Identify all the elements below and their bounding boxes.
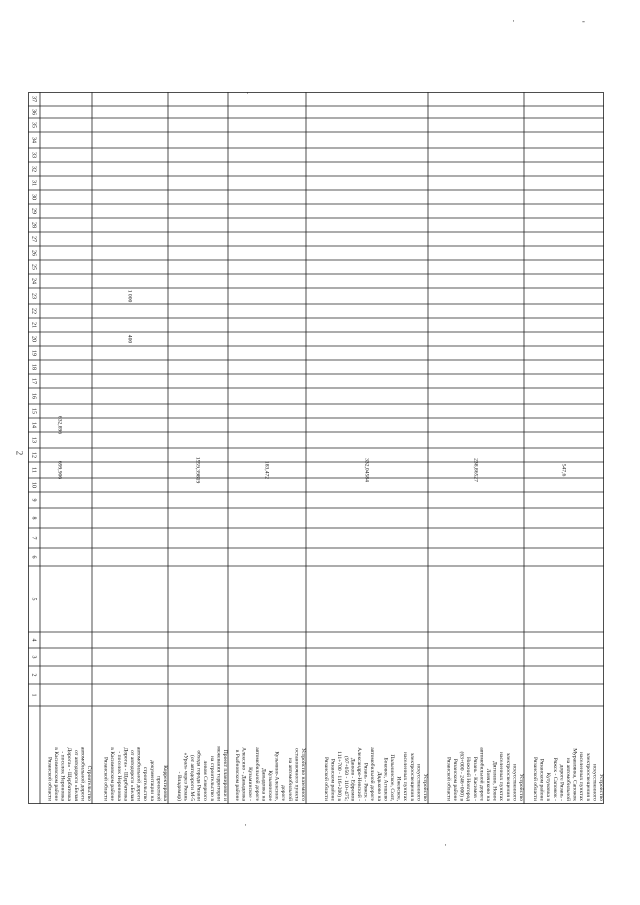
column-number: 33 — [30, 152, 37, 158]
column-number: 17 — [30, 378, 37, 384]
row-name-line: автомобильной дороге — [369, 747, 376, 801]
column-number: 32 — [30, 166, 37, 172]
row-name-line: Ловчиково на — [485, 768, 491, 801]
row-name-line: Рязанской области — [445, 757, 452, 801]
row-name-line: Данков - Ефремов — [349, 757, 356, 801]
row-name-line: дороге — [280, 785, 287, 801]
rotated-table — [28, 92, 604, 804]
column-number: 22 — [30, 308, 37, 314]
column-number: 1 — [30, 693, 37, 697]
row-name-line: искусственного — [591, 763, 598, 801]
column-number: 10 — [30, 482, 37, 488]
column-number: 18 — [30, 364, 37, 370]
row-name-line: Нижний Новгород — [465, 757, 472, 801]
row-name-line: Давыдовка на — [260, 768, 267, 801]
column-number: 12 — [30, 452, 37, 458]
row-name — [46, 747, 92, 802]
row-name-line: межевания территории — [215, 746, 222, 801]
row-name-line: Рязанской области — [323, 757, 329, 801]
row-name-line: Ижевское, — [395, 776, 402, 801]
column-number: 37 — [30, 96, 37, 102]
row-name-line: населенных пунктах — [402, 752, 409, 801]
row-name-line: на автомобильной — [565, 757, 571, 801]
row-name-line: автомобильной дороги — [135, 746, 142, 801]
row-name-line: Кузьминское — [267, 770, 273, 801]
row-name-line: Дягилево, Новое — [491, 761, 498, 801]
row-name — [176, 746, 228, 801]
column-number: 27 — [30, 236, 37, 242]
row-name-line: Рязанской области — [102, 757, 109, 801]
column-number: 19 — [30, 350, 37, 356]
row-name-line: документации на — [148, 760, 155, 801]
row-name-line: искусственного — [415, 763, 422, 801]
row-name-line: на строительство в — [208, 755, 215, 801]
row-name-line: Кузьмино-Алексино, — [273, 751, 280, 801]
row-name-line: обхода города Рязани — [195, 750, 202, 801]
column-number: 29 — [30, 208, 37, 214]
row-name-line: дороге Рязань - — [558, 764, 565, 801]
row-name-line: электроосвещения в — [584, 752, 591, 801]
row-name — [103, 747, 168, 802]
row-name-line: Устройство наземного — [300, 747, 306, 801]
row-name-line: автомобильной дороге — [253, 747, 260, 801]
column-number: 30 — [30, 194, 37, 200]
row-name — [532, 748, 604, 801]
row-name-line: в Касимовском районе — [53, 747, 59, 801]
column-number: 20 — [30, 336, 37, 342]
row-name-line: населенных пунктах — [578, 752, 585, 801]
row-name-line: остановочного пункта — [293, 748, 300, 801]
column-number: 34 — [30, 137, 37, 143]
row-name-line: Александро-Невский - — [356, 747, 362, 801]
cell-value: 699,906 — [56, 460, 63, 480]
column-number: 23 — [30, 293, 37, 299]
row-name-line: Рязанском районе — [452, 758, 458, 801]
cell-value: 238,86527 — [472, 458, 479, 482]
row-name — [234, 747, 307, 802]
column-number: 31 — [30, 180, 37, 186]
row-name-line: автомобильной дороги — [79, 746, 86, 801]
cell-value: 183,472 — [263, 460, 270, 480]
row-name-line: Рязань - Касимов - — [471, 756, 478, 801]
column-number: 13 — [30, 437, 37, 443]
row-name-line: на автомобильной — [286, 757, 293, 801]
scan-speck: · — [512, 16, 515, 26]
column-number: 35 — [30, 122, 37, 128]
column-number: 7 — [30, 536, 37, 540]
row-name-line: левом Северного — [202, 760, 209, 801]
row-name-line: Рязанской области — [532, 757, 538, 801]
row-name-line: электроосвещения в — [504, 752, 511, 801]
row-name-line: (97+050 - 110+475; — [342, 756, 349, 801]
row-name-line: в Касимовском районе — [109, 747, 116, 801]
row-name-line: искусственного — [511, 763, 518, 801]
row-name-line: Проект планировки и — [222, 749, 228, 801]
row-name-line: Ряжск - Сапожок - — [551, 757, 558, 801]
row-name-line: Корректировка — [162, 765, 168, 801]
row-name-line: строительство — [142, 766, 149, 801]
row-name-line: Устройство — [518, 773, 524, 801]
row-name-line: - поселок Нероновка — [59, 751, 66, 801]
row-name-line: Кузьминское - — [247, 767, 254, 801]
row-name — [445, 747, 525, 801]
row-name-line: населенных пунктах — [498, 752, 505, 801]
column-number: 16 — [30, 393, 37, 399]
row-name-line: Кутуковка в — [545, 772, 552, 801]
row-name-line: от автодороги «Белая — [129, 750, 135, 801]
row-name-line: - поселок Нероновка — [115, 751, 122, 801]
scan-speck: · — [246, 88, 249, 98]
row-name-line: «Урал» через Рязань — [182, 752, 189, 801]
column-number: 14 — [30, 422, 37, 428]
row-name-line: Дорога» - Щербатовка — [122, 747, 129, 801]
row-name-line: Рязанской области — [46, 757, 53, 801]
row-name-line: Рязанском районе — [538, 758, 545, 801]
row-name-line: Муравлянка, Сапожок — [571, 748, 578, 801]
column-number: 5 — [30, 597, 37, 601]
row-name-line: Пальнинское, Солт, — [389, 754, 395, 801]
scan-speck: · — [444, 840, 447, 850]
column-number: 25 — [30, 264, 37, 270]
cell-value: 632,896 — [56, 415, 63, 435]
row-name-line: 111+700 - 116+200) в — [336, 751, 343, 801]
cell-value: 1559,39819 — [194, 456, 201, 484]
column-number: 3 — [30, 655, 37, 659]
row-name-line: (63+000 - 246+000) в — [458, 751, 465, 801]
row-name-line: проектной — [155, 775, 162, 801]
cell-value: 1 000 — [126, 289, 133, 303]
row-name-line: электроосвещения в — [408, 752, 415, 801]
row-name — [323, 747, 429, 801]
column-number: 28 — [30, 222, 37, 228]
column-number: 26 — [30, 250, 37, 256]
page-number: 2 — [14, 450, 25, 456]
row-name-line: Боковое, Агишево — [382, 757, 389, 801]
column-number: 9 — [30, 498, 37, 502]
row-name-line: Рязань - Ряжск - — [362, 762, 369, 801]
row-name-line: в Рыбновском районе — [234, 749, 240, 801]
row-name-line: от автодороги «Белая — [72, 750, 79, 801]
row-name-line: Устройство — [422, 773, 428, 801]
column-number: 36 — [30, 109, 37, 115]
column-number: 24 — [30, 278, 37, 284]
row-name-line: Дорога» - Щербатовка — [66, 747, 73, 801]
row-name-line: Алексино - Давыдовка — [240, 747, 247, 801]
row-name-line: (от автодороги М-5 — [189, 755, 195, 801]
column-number: 15 — [30, 408, 37, 414]
column-number: 21 — [30, 322, 37, 328]
column-number: 2 — [30, 673, 37, 677]
cell-value: 332,04584 — [363, 458, 370, 482]
cell-value: 400 — [126, 334, 133, 344]
column-number: 11 — [30, 467, 37, 473]
row-name-line: Строительство — [86, 765, 92, 801]
scan-speck: - — [582, 16, 585, 26]
row-name-line: Устройство — [598, 773, 604, 801]
row-name-line: Дядьково на — [375, 771, 382, 801]
cell-value: 547,6 — [560, 463, 567, 477]
scan-speck: · — [244, 820, 247, 830]
column-number: 6 — [30, 555, 37, 559]
row-name-line: автомобильной дороге — [478, 747, 485, 801]
column-number: 4 — [30, 638, 37, 642]
row-name-line: Рязанском районе — [329, 758, 336, 801]
row-name-line: - Владимир) — [175, 771, 182, 801]
table-grid — [28, 92, 604, 804]
column-number: 8 — [30, 516, 37, 520]
